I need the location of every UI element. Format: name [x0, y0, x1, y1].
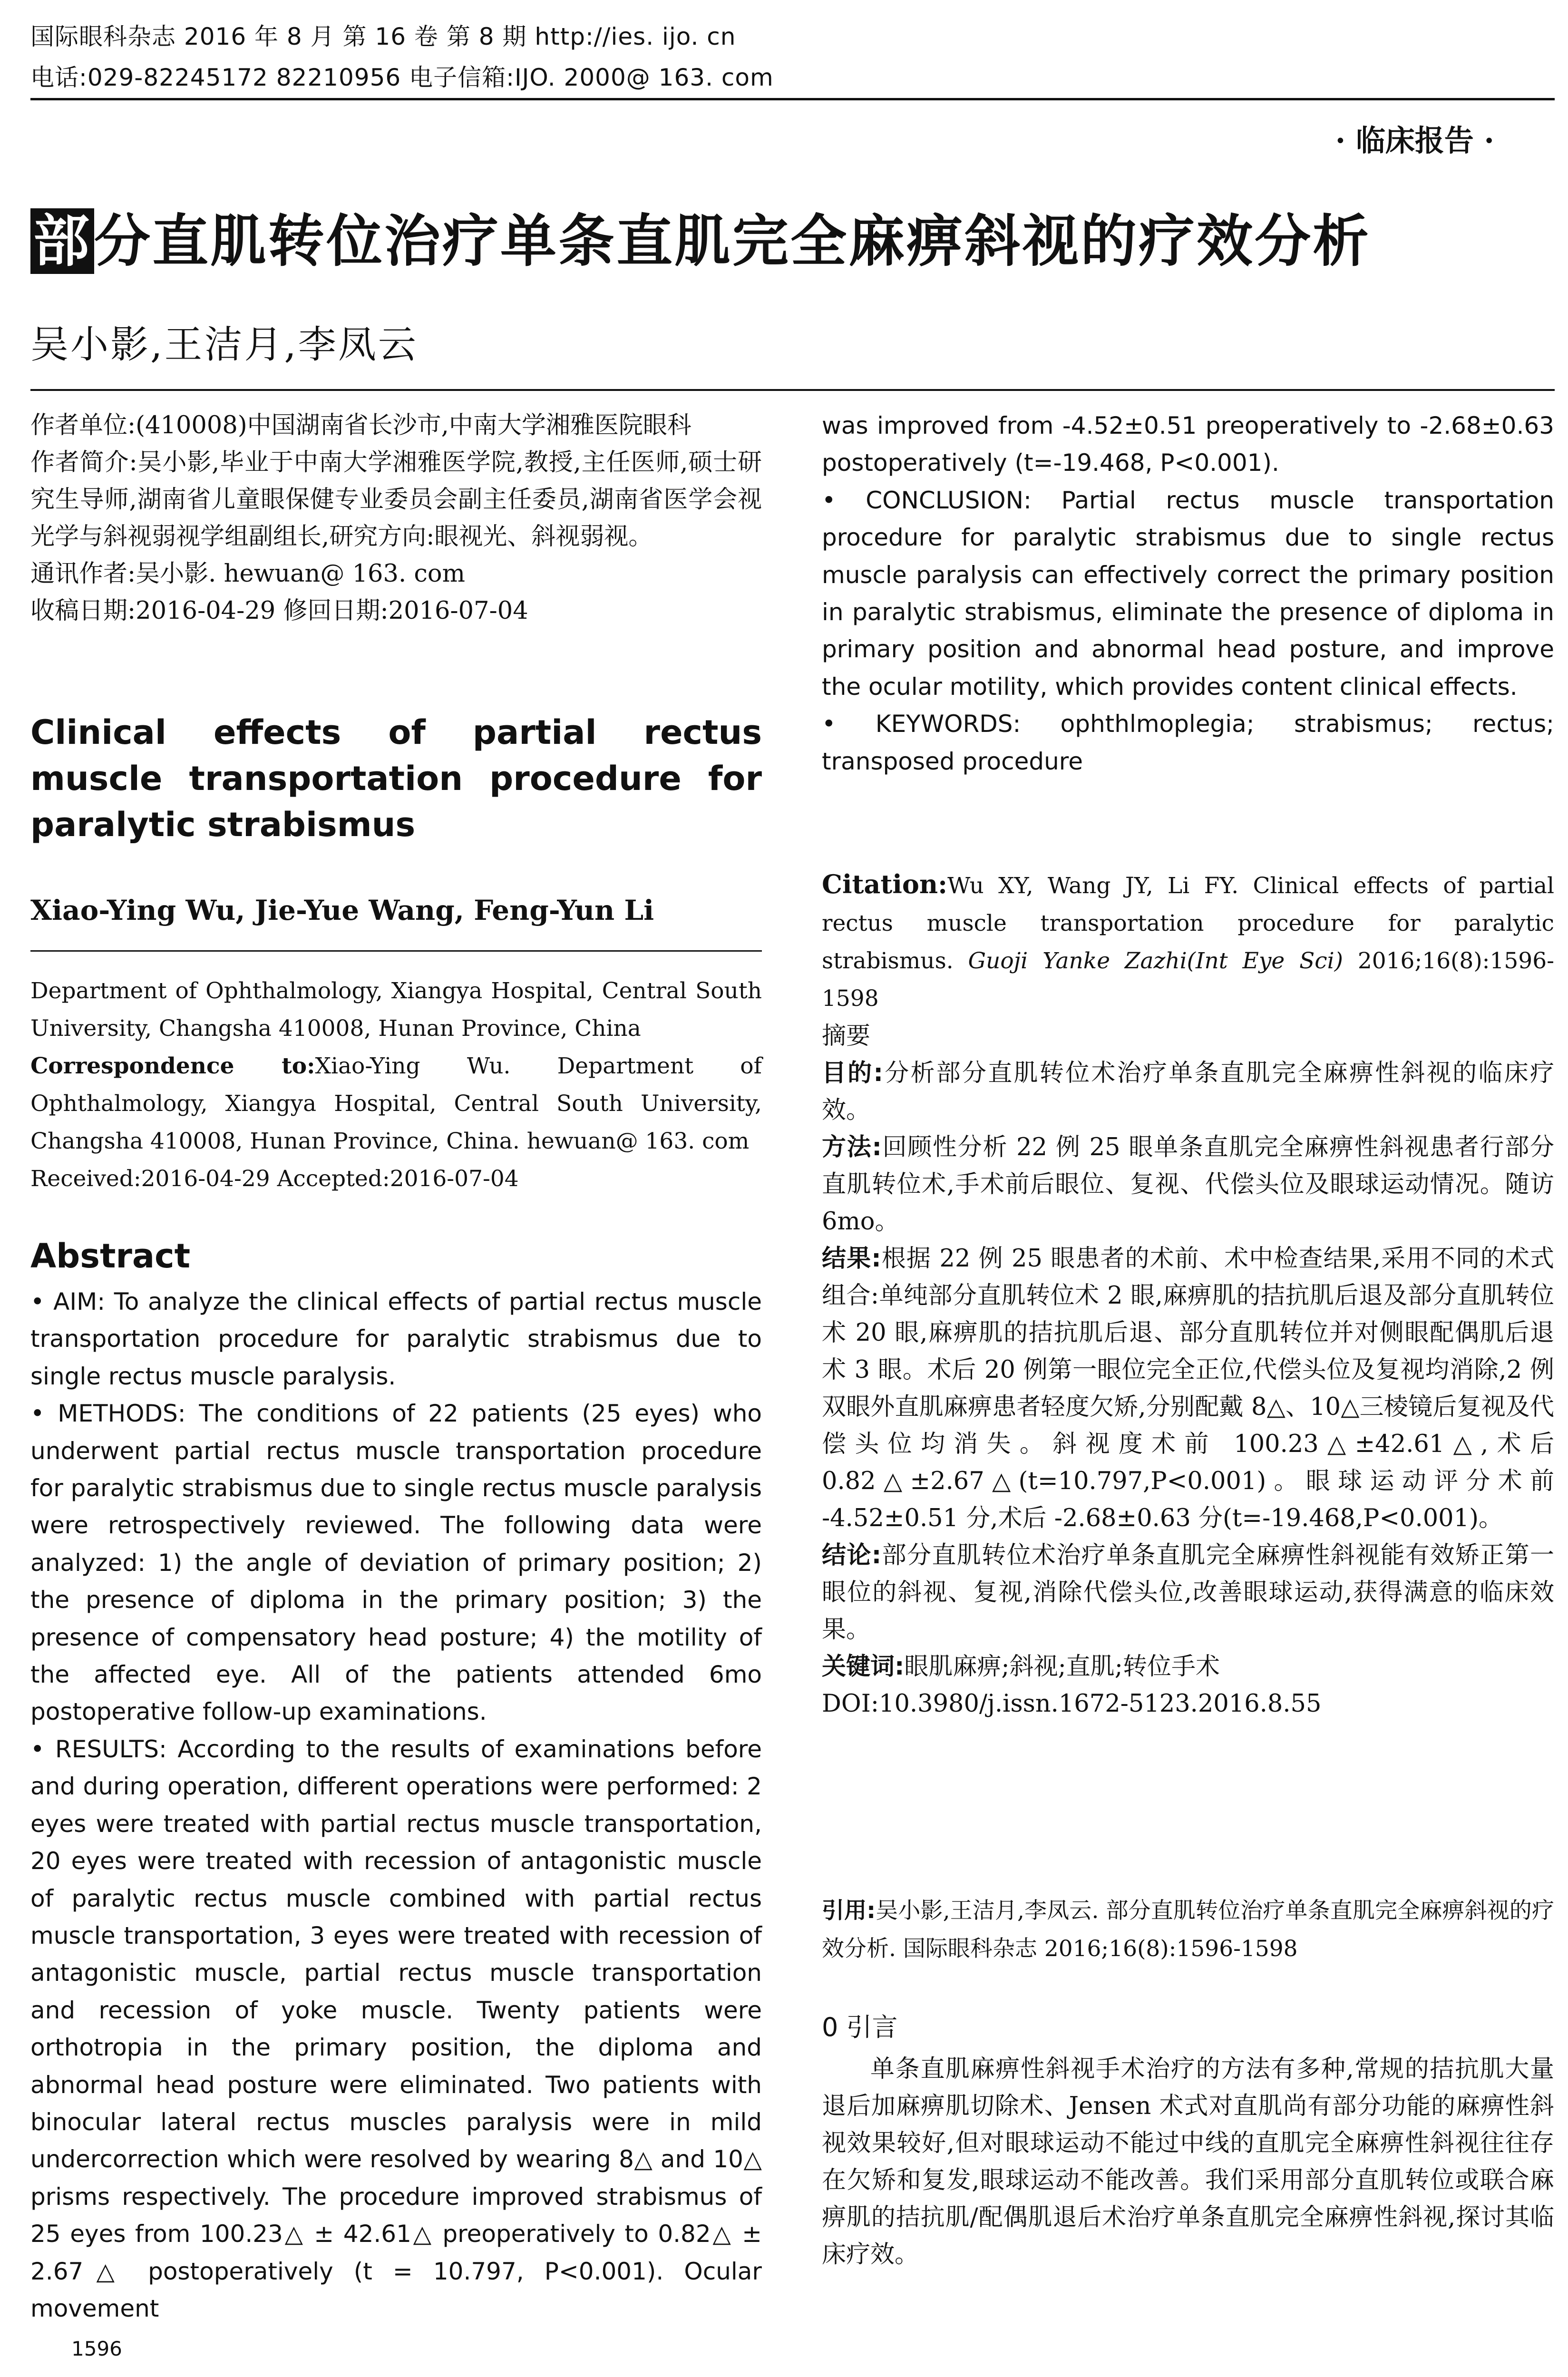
abstract-conclusion: • CONCLUSION: Partial rectus muscle transportation procedure for paralytic strabismus due to single rectus muscle paralysis can effectively correct the primary position in paralytic strabismus, eliminate the presence of diploma in primary position and abnormal head posture, and improve the ocular motility, which provides content clinical effects. — [822, 486, 1554, 701]
citation-tail: 2016;16(8):1596-1598 — [822, 948, 1554, 1012]
author-info-cn — [30, 407, 762, 630]
corresponding-author-cn: 通讯作者:吴小影. hewuan@ 163. com — [30, 560, 465, 588]
english-authors: Xiao-Ying Wu, Jie-Yue Wang, Feng-Yun Li — [30, 894, 654, 926]
cn-keywords-label: 关键词: — [822, 1653, 905, 1681]
abstract-aim: • AIM: To analyze the clinical effects of partial rectus muscle transportation procedure for paralytic strabismus due to single rectus muscle paralysis. — [30, 1288, 762, 1390]
abstract-english-continued — [822, 407, 1554, 780]
authors-cn: 吴小影,王洁月,李凤云 — [30, 322, 418, 367]
affiliation-block — [30, 972, 762, 1198]
cn-citation-label: 引用: — [822, 1898, 876, 1924]
article-title — [30, 205, 1371, 277]
cn-doi: DOI:10.3980/j.issn.1672-5123.2016.8.55 — [822, 1690, 1322, 1718]
cn-abstract-results — [822, 1240, 1554, 1537]
abstract-heading: Abstract — [30, 1237, 191, 1276]
cn-results-text: 根据 22 例 25 眼患者的术前、术中检查结果,采用不同的术式组合:单纯部分直肌转位术 2 眼,麻痹肌的拮抗肌后退及部分直肌转位术 20 眼,麻痹肌的拮抗肌后退、部分直肌转位并对侧眼配偶肌后退术 3 眼。术后 20 例第一眼位完全正位,代偿头位及复视均消除,2 例双眼外直肌麻痹患者轻度欠矫,分别配戴 8△、10△三棱镜后复视及代偿头位均消失。斜视度术前 100.23△±42.61△,术后 0.82△±2.67△(t=10.797,P<0.001)。眼球运动评分术前 -4.52±0.51 分,术后 -2.68±0.63 分(t=-19.468,P<0.001)。 — [822, 1245, 1554, 1532]
received-accepted: Received:2016-04-29 Accepted:2016-07-04 — [30, 1166, 519, 1192]
cn-abstract-aim — [822, 1055, 1554, 1129]
citation-english — [822, 866, 1554, 1017]
cn-aim-label: 目的: — [822, 1059, 883, 1087]
title-first-char: 部 — [30, 208, 94, 274]
page-number: 1596 — [71, 2337, 122, 2360]
author-bio-cn: 作者简介:吴小影,毕业于中南大学湘雅医学院,教授,主任医师,硕士研究生导师,湖南省儿童眼保健专业委员会副主任委员,湖南省医学会视光学与斜视弱视学组副组长,研究方向:眼视光、斜视弱视。 — [30, 448, 762, 551]
affiliation-rule — [30, 950, 762, 952]
abstract-chinese — [822, 1018, 1554, 1723]
cn-abstract-keywords — [822, 1648, 1554, 1685]
abstract-results-continued: was improved from -4.52±0.51 preoperatively to -2.68±0.63 postoperatively (t=-19.468, P<0.001). — [822, 412, 1554, 477]
cn-citation-text: 吴小影,王洁月,李凤云. 部分直肌转位治疗单条直肌完全麻痹斜视的疗效分析. 国际眼科杂志 2016;16(8):1596-1598 — [822, 1898, 1554, 1962]
cn-conclusion-text: 部分直肌转位术治疗单条直肌完全麻痹性斜视能有效矫正第一眼位的斜视、复视,消除代偿头位,改善眼球运动,获得满意的临床效果。 — [822, 1541, 1554, 1644]
header-line-1: 国际眼科杂志 2016 年 8 月 第 16 卷 第 8 期 http://ies. ijo. cn — [30, 23, 736, 50]
abstract-keywords: • KEYWORDS: ophthlmoplegia; strabismus; rectus; transposed procedure — [822, 710, 1554, 775]
english-title: Clinical effects of partial rectus muscle transportation procedure for paralytic strabismus — [30, 713, 762, 844]
citation-text: Wu XY, Wang JY, Li FY. Clinical effects of partial rectus muscle transportation procedure for paralytic strabismus. — [822, 873, 1554, 974]
title-rule — [30, 389, 1555, 391]
cn-keywords-text: 眼肌麻痹;斜视;直肌;转位手术 — [904, 1653, 1220, 1681]
cn-abstract-conclusion — [822, 1537, 1554, 1648]
citation-journal: Guoji Yanke Zazhi(Int Eye Sci) — [968, 948, 1343, 974]
cn-methods-label: 方法: — [822, 1133, 882, 1161]
citation-chinese — [822, 1892, 1554, 1968]
cn-methods-text: 回顾性分析 22 例 25 眼单条直肌完全麻痹性斜视患者行部分直肌转位术,手术前后眼位、复视、代偿头位及眼球运动情况。随访 6mo。 — [822, 1133, 1554, 1236]
cn-conclusion-label: 结论: — [822, 1541, 882, 1569]
correspondence-label: Correspondence to: — [30, 1053, 315, 1079]
section-tag: · 临床报告 · — [1335, 123, 1494, 158]
dates-cn: 收稿日期:2016-04-29 修回日期:2016-07-04 — [30, 597, 528, 625]
abstract-english — [30, 1283, 762, 2327]
title-rest: 分直肌转位治疗单条直肌完全麻痹斜视的疗效分析 — [94, 208, 1371, 274]
department: Department of Ophthalmology, Xiangya Hospital, Central South University, Changsha 410008, Hunan Province, China — [30, 978, 762, 1042]
affiliation-cn: 作者单位:(410008)中国湖南省长沙市,中南大学湘雅医院眼科 — [30, 411, 691, 439]
cn-abstract-methods — [822, 1129, 1554, 1240]
correspondence-text: Xiao-Ying Wu. Department of Ophthalmology, Xiangya Hospital, Central South University, Changsha 410008, Hunan Province, China. hewuan@ 163. com — [30, 1053, 762, 1154]
header-rule — [30, 98, 1555, 100]
cn-aim-text: 分析部分直肌转位术治疗单条直肌完全麻痹性斜视的临床疗效。 — [822, 1059, 1554, 1124]
intro-paragraph — [822, 2051, 1554, 2273]
intro-heading: 0 引言 — [822, 2012, 898, 2042]
header-line-2: 电话:029-82245172 82210956 电子信箱:IJO. 2000@ 163. com — [30, 64, 774, 91]
cn-abstract-heading: 摘要 — [822, 1022, 871, 1050]
intro-text: 单条直肌麻痹性斜视手术治疗的方法有多种,常规的拮抗肌大量退后加麻痹肌切除术、Jensen 术式对直肌尚有部分功能的麻痹性斜视效果较好,但对眼球运动不能过中线的直肌完全麻痹性斜视往往存在欠矫和复发,眼球运动不能改善。我们采用部分直肌转位或联合麻痹肌的拮抗肌/配偶肌退后术治疗单条直肌完全麻痹性斜视,探讨其临床疗效。 — [822, 2055, 1554, 2269]
abstract-methods: • METHODS: The conditions of 22 patients (25 eyes) who underwent partial rectus muscle transportation procedure for paralytic strabismus due to single rectus muscle paralysis were retrospectively reviewed. The following data were analyzed: 1) the angle of deviation of primary position; 2) the presence of diploma in the primary position; 3) the presence of compensatory head posture; 4) the motility of the affected eye. All of the patients attended 6mo postoperative follow-up examinations. — [30, 1400, 762, 1726]
abstract-results: • RESULTS: According to the results of examinations before and during operation, different operations were performed: 2 eyes were treated with partial rectus muscle transportation, 20 eyes were treated with recession of antagonistic muscle of paralytic rectus muscle combined with partial rectus muscle transportation, 3 eyes were treated with recession of antagonistic muscle, partial rectus muscle transportation and recession of yoke muscle. Twenty patients were orthotropia in the primary position, the diploma and abnormal head posture were eliminated. Two patients with binocular lateral rectus muscles paralysis were in mild undercorrection which were resolved by wearing 8△ and 10△ prisms respectively. The procedure improved strabismus of 25 eyes from 100.23△ ± 42.61△ preoperatively to 0.82△ ± 2.67△ postoperatively (t = 10.797, P<0.001). Ocular movement — [30, 1735, 762, 2322]
cn-results-label: 结果: — [822, 1245, 881, 1273]
correspondence — [30, 1047, 762, 1160]
citation-label: Citation: — [822, 869, 948, 899]
